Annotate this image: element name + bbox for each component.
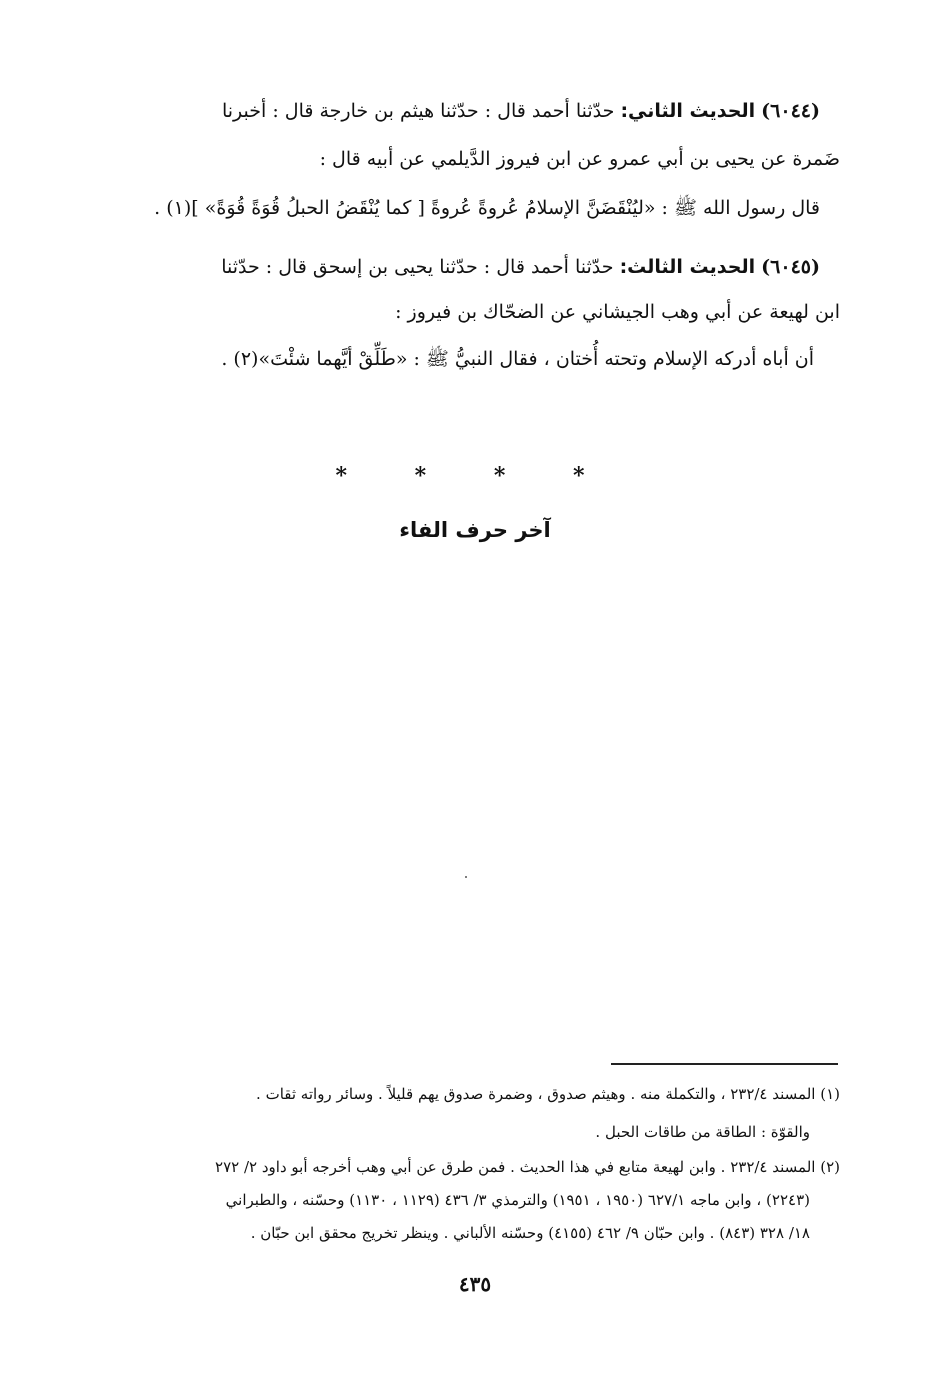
footnote-2-line-2: (٢٢٤٣) ، وابن ماجه ٦٢٧/١ (١٩٥٠ ، ١٩٥١) والترمذي ٣/ ٤٣٦ (١١٢٩ ، ١١٣٠) وحسّنه ، والطبراني	[225, 1191, 810, 1209]
hadith-label: الحديث الثاني:	[620, 100, 756, 122]
hadith-text: حدّثنا أحمد قال : حدّثنا يحيى بن إسحق قال : حدّثنا	[221, 256, 614, 278]
hadith-6044-line-3: قال رسول الله ﷺ : «ليُنْقَضَنَّ الإسلامُ عُروةً عُروةً [ كما يُنْقَضُ الحبلُ قُوَةً قُوَةً» ](١) .	[154, 197, 820, 219]
hadith-6045-line-1	[221, 252, 820, 282]
footnote-2-line-3: ١٨/ ٣٢٨ (٨٤٣) . وابن حبّان ٩/ ٤٦٢ (٤١٥٥) وحسّنه الألباني . وينظر تخريج محقق ابن حبّان .	[250, 1224, 810, 1242]
hadith-6044-line-2: ضَمرة عن يحيى بن أبي عمرو عن ابن فيروز الدَّيلمي عن أبيه قال :	[319, 148, 840, 170]
footnote-divider	[611, 1063, 838, 1065]
hadith-number: (٦٠٤٥)	[761, 256, 820, 278]
hadith-text: حدّثنا أحمد قال : حدّثنا هيثم بن خارجة قال : أخبرنا	[221, 100, 615, 122]
hadith-label: الحديث الثالث:	[619, 256, 756, 278]
page-number: ٤٣٥	[458, 1272, 492, 1296]
hadith-6044-line-1	[222, 96, 820, 126]
footnote-2-line-1: (٢) المسند ٢٣٢/٤ . وابن لهيعة متابع في هذا الحديث . فمن طرق عن أبي وهب أخرجه أبو داود ٢/ ٢٧٢	[215, 1158, 840, 1176]
hadith-6045-line-3: أن أباه أدركه الإسلام وتحته أُختان ، فقال النبيُّ ﷺ : «طَلِّقْ أيَّهما شئْتَ»(٢) .	[221, 348, 814, 370]
section-end-title: آخر حرف الفاء	[399, 518, 551, 542]
hadith-number: (٦٠٤٤)	[761, 100, 820, 122]
hadith-6045-line-2: ابن لهيعة عن أبي وهب الجيشاني عن الضحّاك بن فيروز :	[395, 301, 840, 323]
footnote-1-line-1: (١) المسند ٢٣٢/٤ ، والتكملة منه . وهيثم صدوق ، وضمرة صدوق يهم قليلاً . وسائر رواته ثقات .	[256, 1085, 840, 1103]
speck	[465, 876, 467, 878]
section-separator: * * * *	[335, 463, 615, 489]
footnote-1-line-2: والقوّة : الطاقة من طاقات الحبل .	[595, 1123, 810, 1141]
